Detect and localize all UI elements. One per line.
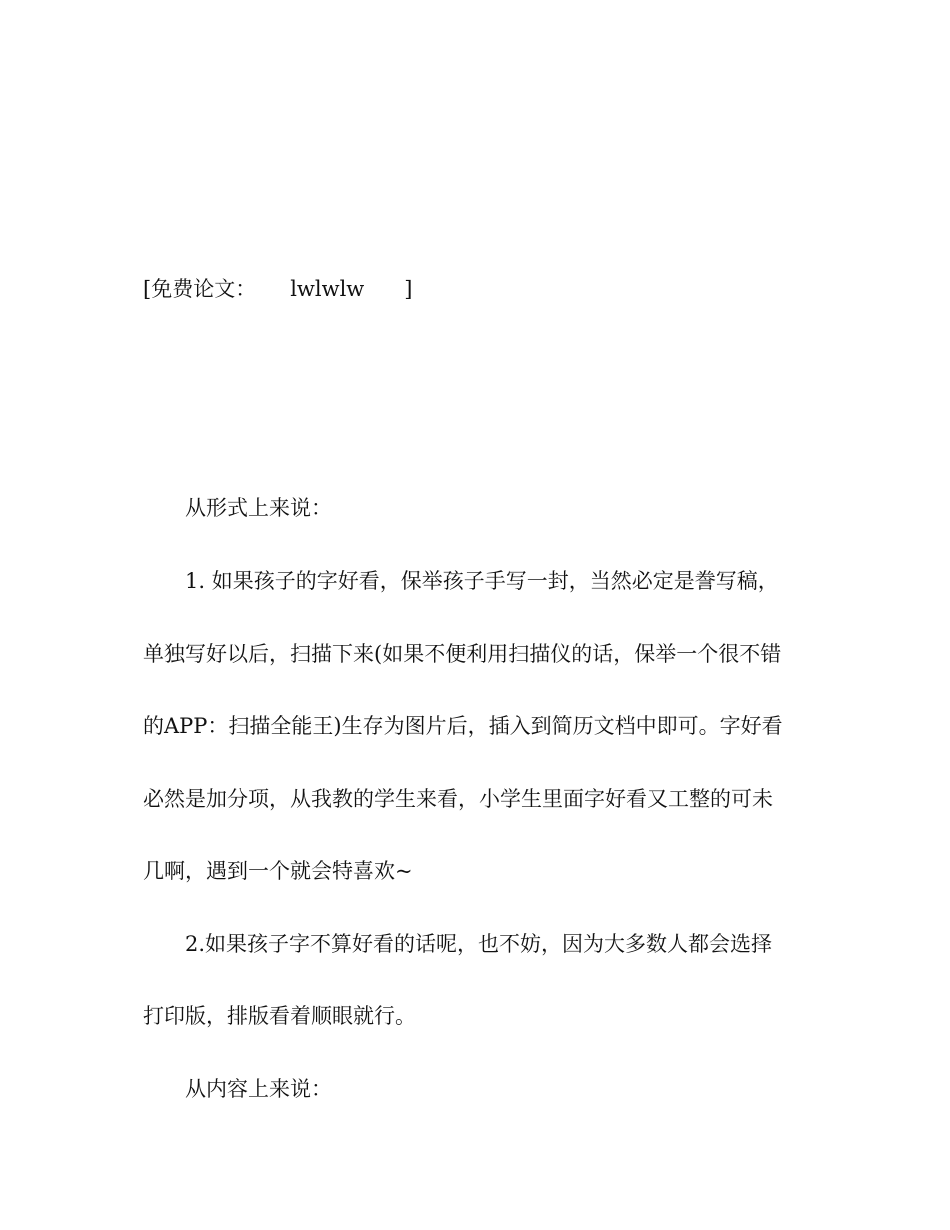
paragraph-line: 必然是加分项，从我教的学生来看，小学生里面字好看又工整的可未: [143, 787, 773, 811]
paragraph-line: 打印版，排版看着顺眼就行。: [143, 1004, 416, 1028]
free-paper-code: lwlwlw: [290, 277, 365, 301]
paragraph-line: 几啊，遇到一个就会特喜欢~: [143, 859, 413, 883]
paragraph-line: 的APP：扫描全能王)生存为图片后，插入到简历文档中即可。字好看: [143, 714, 783, 738]
open-bracket: [: [143, 277, 152, 301]
section-heading-form: 从形式上来说：: [185, 496, 332, 520]
paragraph-line: 单独写好以后，扫描下来(如果不便利用扫描仪的话，保举一个很不错: [143, 642, 782, 666]
paragraph-line: 2.如果孩子字不算好看的话呢，也不妨，因为大多数人都会选择: [185, 932, 773, 956]
close-bracket: ]: [404, 277, 413, 301]
free-paper-label: 免费论文：: [151, 277, 257, 301]
free-paper-note: [143, 274, 412, 304]
paragraph-line: 1. 如果孩子的字好看，保举孩子手写一封，当然必定是誊写稿，: [185, 569, 779, 593]
section-heading-content: 从内容上来说：: [185, 1077, 332, 1101]
